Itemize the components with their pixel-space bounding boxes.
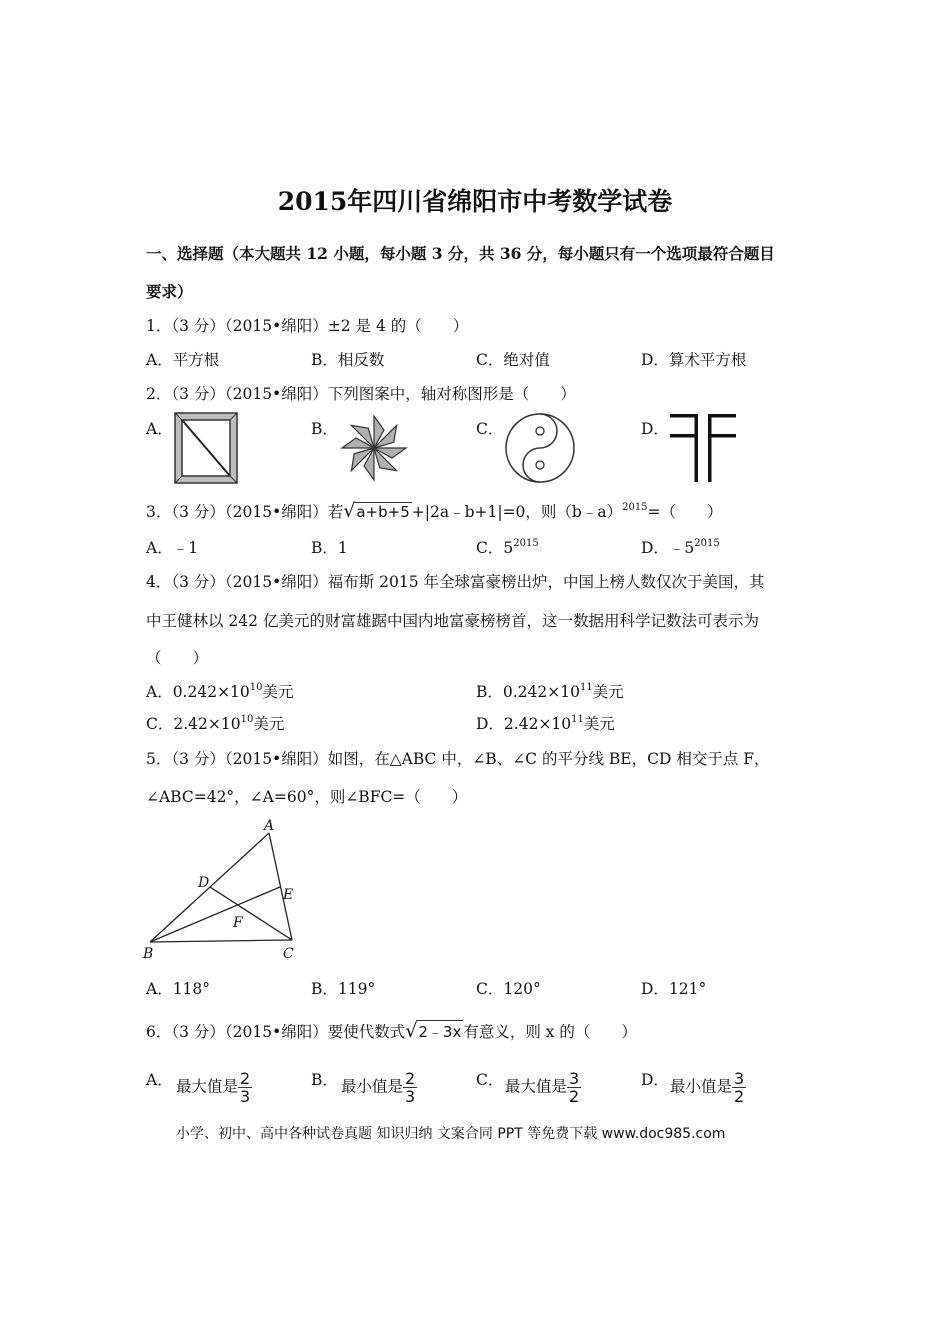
question-2-stem: 2．（3 分）（2015•绵阳）下列图案中，轴对称图形是（ ） [146,385,576,403]
q6-option-b-label: B． [311,1071,338,1089]
q6-option-c [505,1070,581,1105]
q6-option-a-numerator: 2 [240,1069,251,1088]
q3-middle: +|2a﹣b+1|=0，则（b﹣a） [411,503,623,521]
label-a: A [264,818,275,834]
question-5-line1: 5．（3 分）（2015•绵阳）如图，在△ABC 中，∠B、∠C 的平分线 BE，CD 相交于点 F， [146,750,770,768]
q6-option-b-text: 最小值是 [341,1077,404,1096]
q6-option-c-text: 最大值是 [505,1077,568,1096]
label-e: E [283,887,294,903]
q6-prefix: 6．（3 分）（2015•绵阳）要使代数式 [146,1023,406,1041]
q1-option-a: A．平方根 [146,351,220,369]
q3-suffix: =（ ） [647,503,723,521]
q3-option-c-exp: 2015 [513,538,539,549]
q4-option-a-exp: 10 [249,682,263,693]
q3-option-c-base: C．5 [476,539,514,557]
question-4-line3: （ ） [146,649,209,667]
q3-option-d-exp: 2015 [694,538,720,549]
q6-option-a-denominator: 3 [240,1087,251,1106]
q6-option-d-numerator: 3 [734,1069,745,1088]
q2-label-b: B． [311,420,338,438]
q3-prefix: 3．（3 分）（2015•绵阳）若 [146,503,344,521]
q2-figure-c-taiji [502,412,578,484]
label-d: D [198,875,210,891]
q2-label-d: D． [641,420,669,438]
q6-option-b-fraction [403,1070,417,1105]
question-3-stem [146,500,723,522]
question-5-line2: ∠ABC=42°，∠A=60°，则∠BFC=（ ） [146,788,468,806]
segment-bc [150,940,292,942]
label-b: B [143,946,154,962]
q6-option-c-denominator: 2 [569,1087,580,1106]
q6-option-b-denominator: 3 [405,1087,416,1106]
q6-option-c-fraction [567,1070,581,1105]
q3-option-c [476,536,539,558]
q6-option-b [341,1070,417,1105]
q4-option-c-base: C．2.42×10 [146,715,241,733]
q2-figure-d-bars [668,412,740,484]
q4-option-d-base: D．2.42×10 [476,715,572,733]
q6-radical-sign: √ [405,1020,418,1042]
q6-option-d-denominator: 2 [734,1087,745,1106]
q6-option-d [670,1070,746,1105]
q6-option-c-label: C． [476,1071,504,1089]
q3-option-d [641,536,720,558]
q2-figure-a-framed-square [174,412,238,484]
q6-option-d-label: D． [641,1071,669,1089]
segment-cd [210,887,292,940]
q5-option-b: B．119° [311,980,376,998]
q4-option-b-exp: 11 [579,682,593,693]
q3-exponent: 2015 [622,502,648,513]
q1-option-c: C．绝对值 [476,351,550,369]
q6-option-a-label: A． [146,1071,173,1089]
q6-option-a [176,1070,252,1105]
q4-option-d-exp: 11 [571,714,584,725]
q1-option-b: B．相反数 [311,351,385,369]
q2-label-c: C． [476,420,504,438]
q3-radicand: a+b+5 [356,503,410,521]
page-title: 2015年四川省绵阳市中考数学试卷 [277,187,673,216]
q4-option-b [476,680,624,702]
q5-option-c: C．120° [476,980,541,998]
segment-ba [150,833,269,942]
q3-option-b: B．1 [311,539,348,557]
q6-option-b-numerator: 2 [405,1069,416,1088]
q6-option-c-numerator: 3 [569,1069,580,1088]
q6-radicand: 2﹣3x [416,1020,463,1042]
label-f: F [233,915,243,931]
question-1-stem: 1．（3 分）（2015•绵阳）±2 是 4 的（ ） [146,317,469,335]
question-4-line2: 中王健林以 242 亿美元的财富雄踞中国内地富豪榜榜首，这一数据用科学记数法可表示为 [146,612,759,630]
q4-option-d [476,712,615,734]
q3-option-a: A．﹣1 [146,539,199,557]
section-heading-line1: 一、选择题（本大题共 12 小题，每小题 3 分，共 36 分，每小题只有一个选项最符合题目 [146,244,775,263]
q4-option-b-base: B．0.242×10 [476,683,580,701]
q2-figure-b-pinwheel [338,412,410,484]
q6-option-d-text: 最小值是 [670,1077,733,1096]
q4-option-c-exp: 10 [240,714,254,725]
question-4-line1: 4．（3 分）（2015•绵阳）福布斯 2015 年全球富豪榜出炉，中国上榜人数仅次于美国，其 [146,573,765,591]
question-6-stem [146,1020,637,1042]
q5-option-d: D．121° [641,980,707,998]
section-heading-line2: 要求） [146,282,193,301]
q4-option-b-unit: 美元 [592,683,624,701]
segment-be [150,887,280,942]
q5-triangle-figure [140,815,310,965]
q6-suffix: 有意义，则 x 的（ ） [463,1023,637,1041]
q2-label-a: A． [146,420,173,438]
footer-watermark-text: 小学、初中、高中各种试卷真题 知识归纳 文案合同 PPT 等免费下载 www.doc985.com [176,1126,726,1142]
q6-option-a-text: 最大值是 [176,1077,239,1096]
q4-option-a-base: A．0.242×10 [146,683,250,701]
q4-option-c [146,712,284,734]
q4-option-a [146,680,294,702]
q4-option-d-unit: 美元 [583,715,615,733]
q3-radical-sign: √ [343,500,356,522]
label-c: C [283,946,294,962]
q5-option-a: A．118° [146,980,211,998]
q3-option-d-base: D．﹣5 [641,539,695,557]
q6-option-a-fraction [238,1070,252,1105]
q1-option-d: D．算术平方根 [641,351,747,369]
q4-option-a-unit: 美元 [262,683,294,701]
q6-option-d-fraction [732,1070,746,1105]
q4-option-c-unit: 美元 [253,715,285,733]
